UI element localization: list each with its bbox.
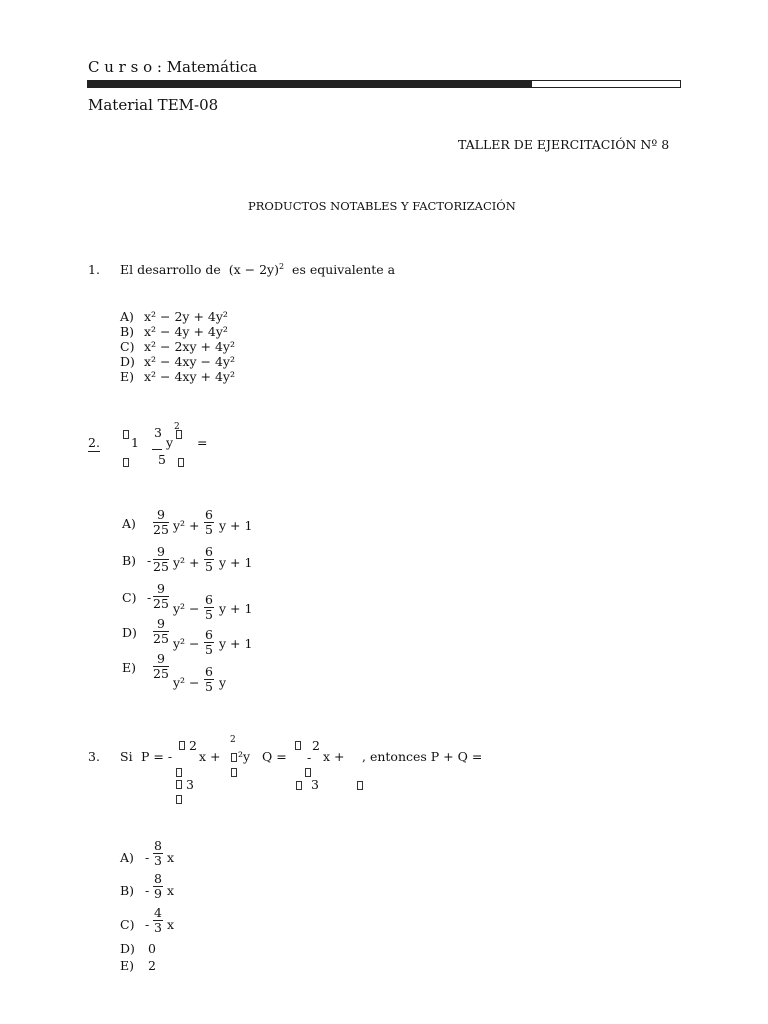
material-code: Material TEM-08 [88, 96, 219, 114]
q1-option-b[interactable]: B) x² − 4y + 4y² [120, 324, 228, 339]
bracket-glyph [179, 741, 185, 750]
q3-q-denominator: 3 [311, 777, 319, 792]
q2-fraction-bar [152, 449, 162, 450]
workshop-title: TALLER DE EJERCITACIÓN Nº 8 [458, 137, 670, 152]
q2-variable: y [166, 435, 174, 450]
bracket-glyph [295, 741, 301, 750]
header-rule [87, 80, 681, 88]
course-separator: : [152, 58, 167, 76]
q1-option-d[interactable]: D) x² − 4xy − 4y² [120, 354, 235, 369]
bracket-glyph [123, 458, 129, 467]
q1-exponent: 2 [278, 261, 285, 271]
bracket-glyph [178, 458, 184, 467]
header-rule-fill [88, 81, 532, 87]
q2-number: 2. [88, 435, 100, 450]
q3-q-sign: - [307, 750, 312, 765]
bracket-glyph [305, 768, 311, 777]
q2-fraction-numerator: 3 [154, 425, 162, 440]
course-line [88, 58, 257, 76]
bracket-glyph [231, 753, 237, 762]
q1-option-c[interactable]: C) x² − 2xy + 4y² [120, 339, 235, 354]
q3-p-numerator: 2 [189, 738, 197, 753]
q3-q-x: x + [323, 749, 345, 764]
q2-fraction-denominator: 5 [158, 452, 166, 467]
q1-option-a[interactable]: A) x² − 2y + 4y² [120, 309, 228, 324]
course-name: Matemática [166, 58, 258, 76]
q3-p-superscript: 2 [230, 735, 236, 745]
bracket-glyph [176, 768, 182, 777]
q3-p-x: x + [199, 749, 221, 764]
q1-expression: (x − 2y) [228, 262, 279, 277]
q3-p-y: ²y [238, 749, 251, 764]
q3-p-lhs: P = - [141, 749, 173, 764]
bracket-glyph [357, 781, 363, 790]
q1-statement [120, 262, 395, 277]
q3-p-denominator: 3 [186, 777, 194, 792]
q1-options [120, 309, 235, 384]
q1-text-b: es equivalente a [292, 262, 396, 277]
q2-exponent: 2 [174, 422, 180, 432]
q2-equals: = [197, 435, 208, 450]
q3-q-lhs: Q = [262, 749, 287, 764]
q3-tail: , entonces P + Q = [362, 749, 483, 764]
bracket-glyph [176, 795, 182, 804]
bracket-glyph [176, 430, 182, 439]
bracket-glyph [296, 781, 302, 790]
bracket-glyph [231, 768, 237, 777]
q3-q-numerator: 2 [312, 738, 320, 753]
q1-number: 1. [88, 262, 100, 277]
q1-text-a: El desarrollo de [120, 262, 221, 277]
q3-number: 3. [88, 749, 100, 764]
course-label: C u r s o [88, 58, 153, 76]
bracket-glyph [123, 430, 129, 439]
q1-option-e[interactable]: E) x² − 4xy + 4y² [120, 369, 235, 384]
topic-title: PRODUCTOS NOTABLES Y FACTORIZACIÓN [248, 199, 516, 213]
q2-one: 1 [131, 435, 139, 450]
q3-si: Si [120, 749, 133, 764]
bracket-glyph [176, 780, 182, 789]
